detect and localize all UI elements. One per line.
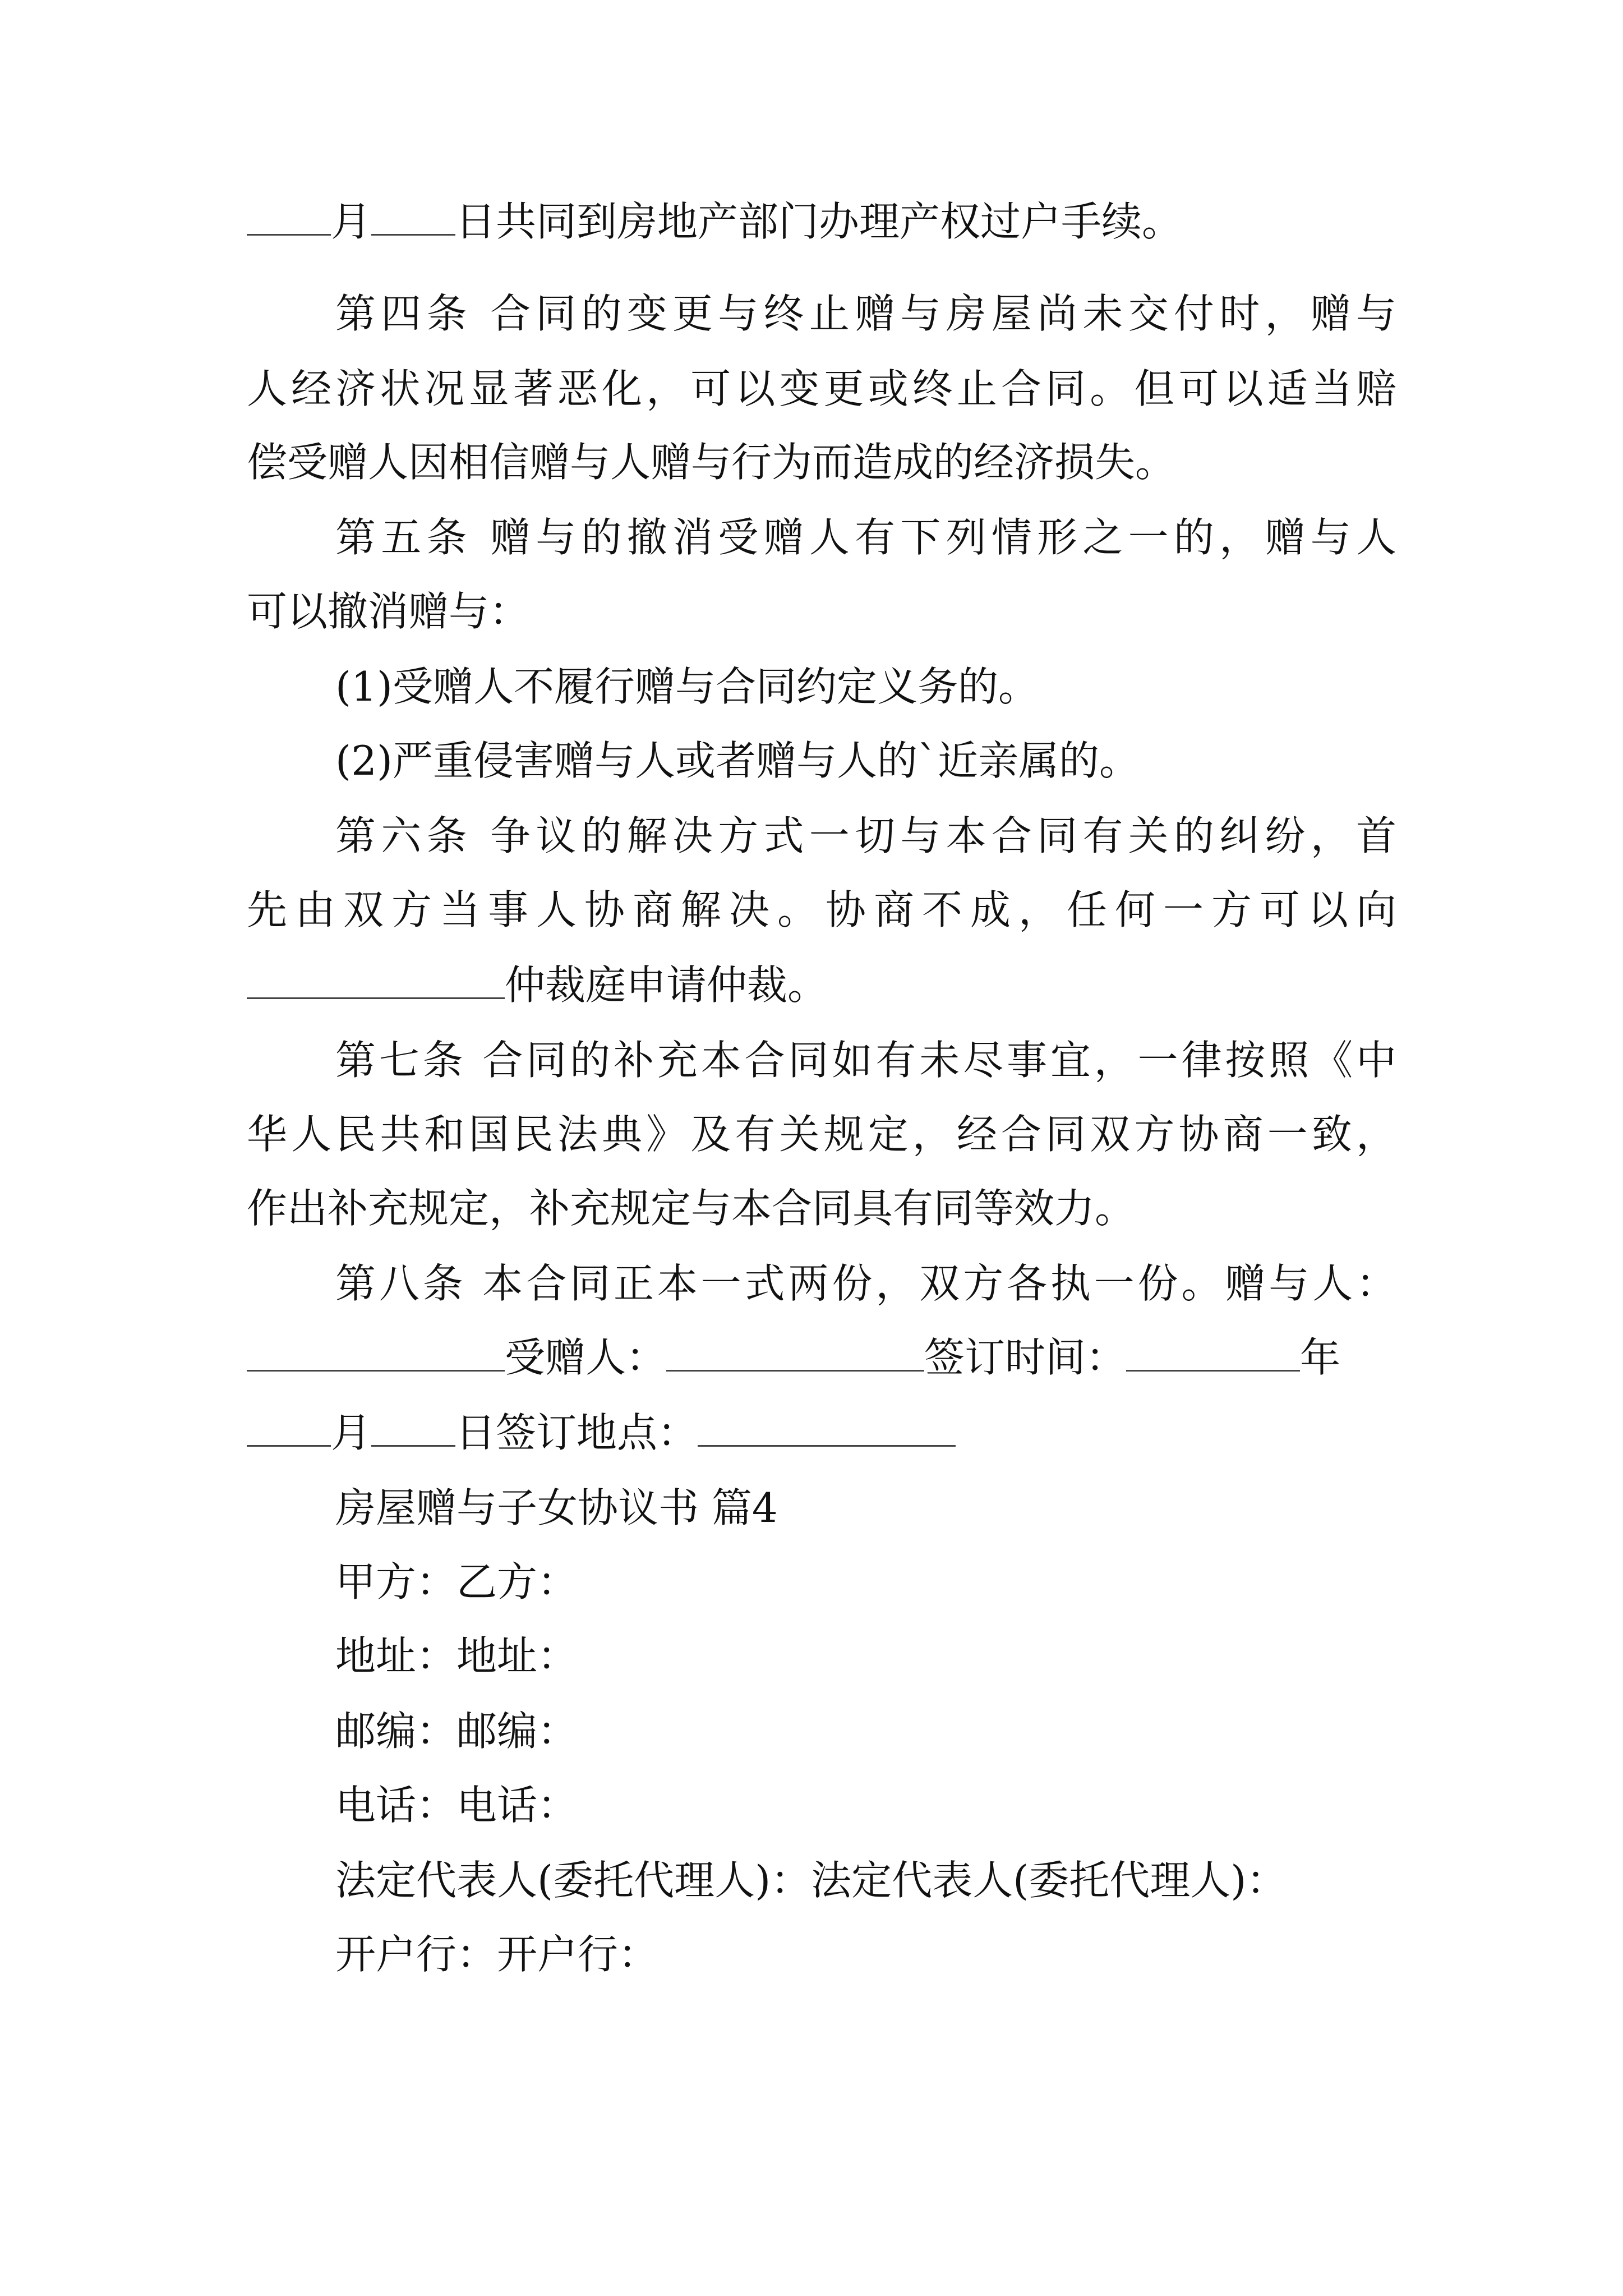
section-title: 房屋赠与子女协议书 篇4: [335, 1484, 778, 1531]
article-4-line-3: 偿受赠人因相信赠与人赠与行为而造成的经济损失。: [247, 439, 1176, 486]
article-8-line-2: 受赠人： 签订时间： 年: [247, 1329, 1396, 1386]
text-line-1: 月 日共同到房地产部门办理产权过户手续。: [247, 194, 1396, 250]
article-5-item-2: (2)严重侵害赠与人或者赠与人的`近亲属的。: [335, 737, 1140, 784]
bank-line: 开户行：开户行：: [335, 1931, 659, 1978]
blank-donee: [666, 1335, 924, 1372]
blank-day: [371, 199, 455, 236]
blank-donor: [247, 1335, 505, 1372]
article-5-line-1: 第五条 赠与的撤消受赠人有下列情形之一的，赠与人: [335, 514, 1396, 561]
article-4-line-2: 人经济状况显著恶化，可以变更或终止合同。但可以适当赔: [247, 365, 1396, 412]
article-7-line-1: 第七条 合同的补充本合同如有未尽事宜，一律按照《中: [335, 1037, 1396, 1084]
article-6-line-1: 第六条 争议的解决方式一切与本合同有关的纠纷，首: [335, 812, 1396, 859]
article-8-line-1: 第八条 本合同正本一式两份，双方各执一份。赠与人：: [335, 1260, 1396, 1307]
blank-year: [1126, 1335, 1300, 1372]
article-7-line-3: 作出补充规定，补充规定与本合同具有同等效力。: [247, 1185, 1136, 1232]
blank-sign-day: [371, 1410, 455, 1447]
blank-month: [247, 199, 331, 236]
article-6-line-3: 仲裁庭申请仲裁。: [247, 957, 1396, 1013]
blank-sign-place: [698, 1410, 956, 1447]
blank-sign-month: [247, 1410, 331, 1447]
legal-rep-line: 法定代表人(委托代理人)：法定代表人(委托代理人)：: [335, 1857, 1287, 1904]
blank-arbitration: [247, 963, 505, 999]
address-line: 地址：地址：: [335, 1632, 578, 1680]
postcode-line: 邮编：邮编：: [335, 1708, 578, 1755]
article-5-item-1: (1)受赠人不履行赠与合同约定义务的。: [335, 663, 1039, 710]
party-line: 甲方：乙方：: [335, 1558, 578, 1605]
article-8-line-3: 月 日签订地点：: [247, 1405, 1396, 1461]
article-4-line-1: 第四条 合同的变更与终止赠与房屋尚未交付时，赠与: [335, 290, 1396, 337]
article-5-line-2: 可以撤消赠与：: [247, 588, 530, 635]
phone-line: 电话：电话：: [335, 1782, 578, 1829]
article-7-line-2: 华人民共和国民法典》及有关规定，经合同双方协商一致，: [247, 1111, 1396, 1158]
article-6-line-2: 先由双方当事人协商解决。协商不成，任何一方可以向: [247, 886, 1396, 933]
